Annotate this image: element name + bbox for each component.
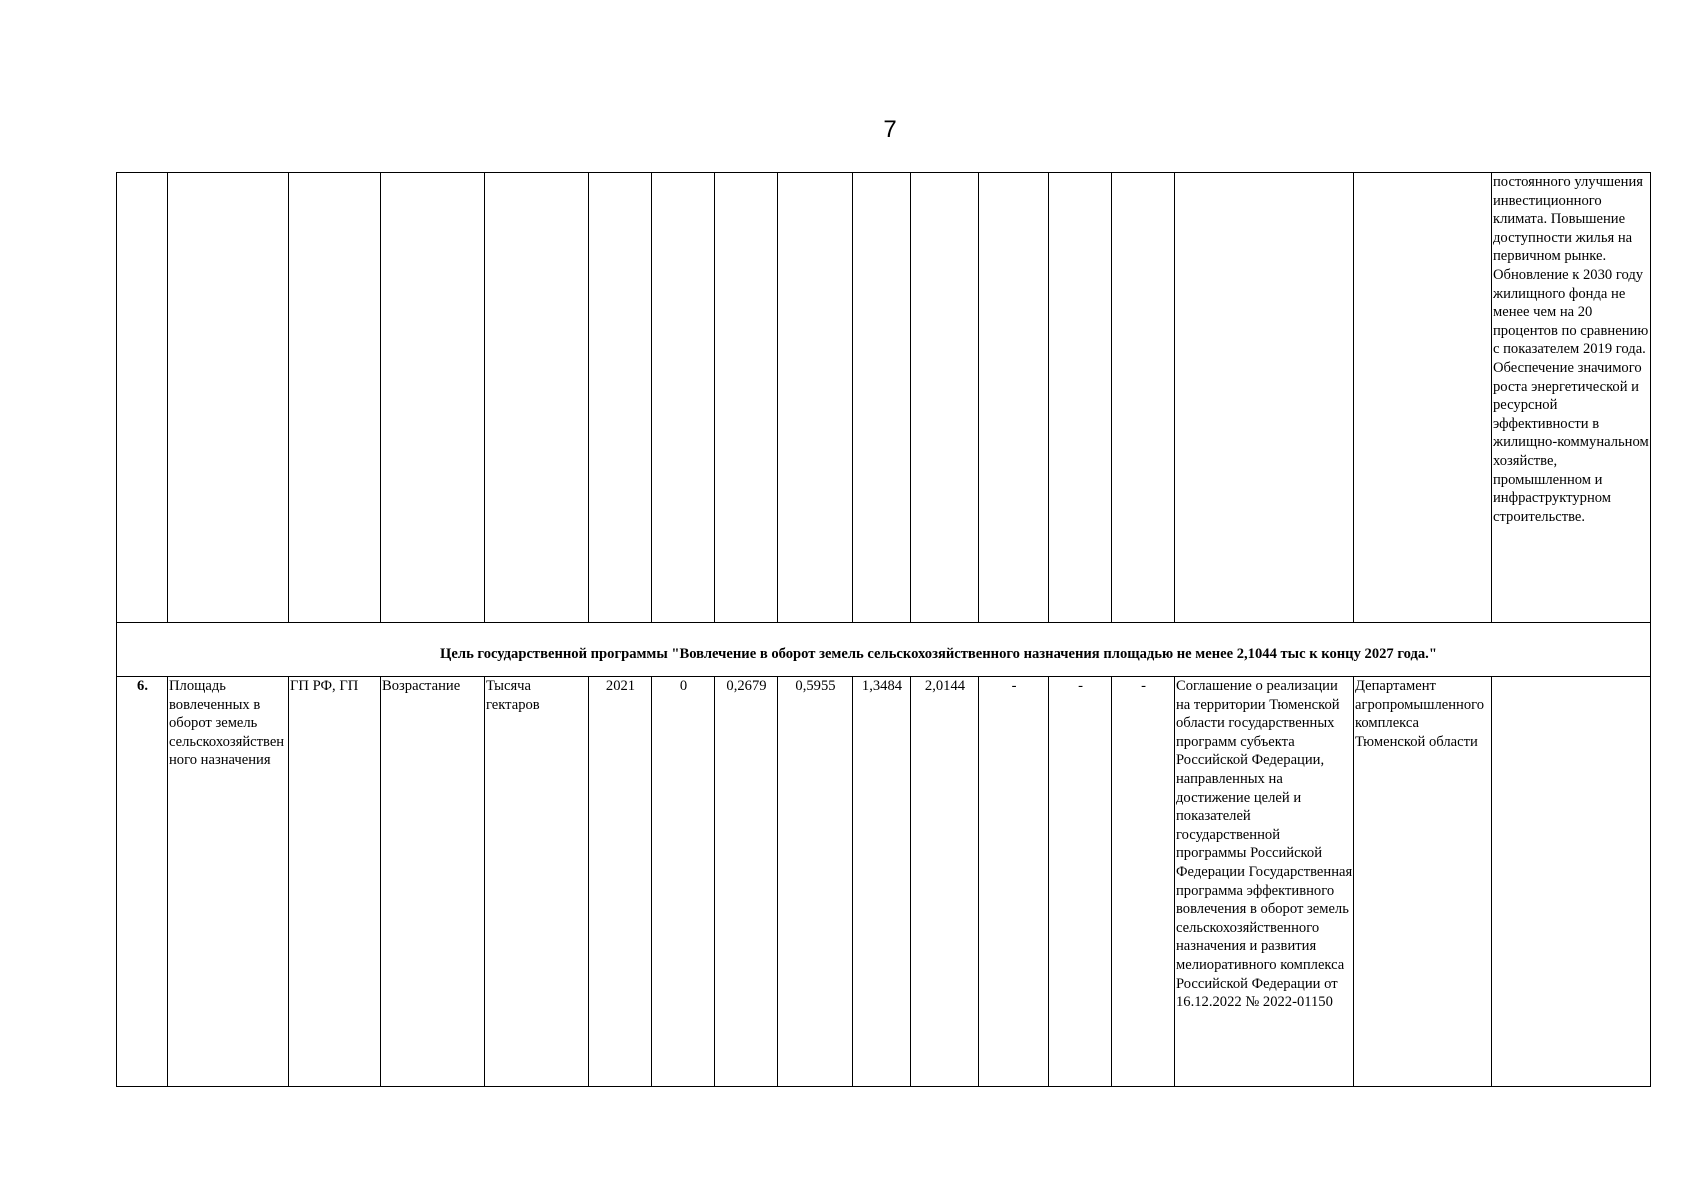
empty-cell [289, 173, 381, 623]
value-cell: 0,2679 [715, 677, 778, 1087]
value-cell: - [1112, 677, 1175, 1087]
empty-cell [589, 173, 652, 623]
empty-cell [1049, 173, 1112, 623]
row-number-cell: 6. [117, 677, 168, 1087]
empty-cell [652, 173, 715, 623]
empty-cell [911, 173, 979, 623]
indicator-name-cell: Площадь вовлеченных в оборот земель сельскохозяйственного назначения [168, 677, 289, 1087]
empty-cell [1175, 173, 1354, 623]
level-cell: ГП РФ, ГП [289, 677, 381, 1087]
empty-cell [117, 173, 168, 623]
value-cell: - [1049, 677, 1112, 1087]
value-cell: 2,0144 [911, 677, 979, 1087]
empty-cell [1112, 173, 1175, 623]
indicators-table [116, 172, 1651, 1087]
document-cell: Соглашение о реализации на территории Тюменской области государственных программ субъекта Российской Федерации, направленных на достижение целей и показателей государственной программы Российской Федерации Государственная программа эффективного вовлечения в оборот земель сельскохозяйственного назначения и развития мелиоративного комплекса Российской Федерации от 16.12.2022 № 2022-01150 [1175, 677, 1354, 1087]
indicator-row [117, 677, 1651, 1087]
value-cell: 0,5955 [778, 677, 853, 1087]
unit-cell: Тысяча гектаров [485, 677, 589, 1087]
empty-cell [168, 173, 289, 623]
value-cell: - [979, 677, 1049, 1087]
base-value-cell: 0 [652, 677, 715, 1087]
base-year-cell: 2021 [589, 677, 652, 1087]
empty-cell [715, 173, 778, 623]
empty-cell [381, 173, 485, 623]
continued-row [117, 173, 1651, 623]
responsible-cell: Департамент агропромышленного комплекса Тюменской области [1354, 677, 1492, 1087]
empty-cell [853, 173, 911, 623]
empty-cell [485, 173, 589, 623]
value-cell: 1,3484 [853, 677, 911, 1087]
goal-heading: Цель государственной программы "Вовлечение в оборот земель сельскохозяйственного назначения площадью не менее 2,1044 тыс к концу 2027 года." [440, 646, 1437, 662]
effects-cell [1492, 677, 1651, 1087]
empty-cell [979, 173, 1049, 623]
goal-row [117, 623, 1651, 677]
effects-cell: постоянного улучшения инвестиционного климата. Повышение доступности жилья на первичном рынке. Обновление к 2030 году жилищного фонда не менее чем на 20 процентов по сравнению с показателем 2019 года. Обеспечение значимого роста энергетической и ресурсной эффективности в жилищно-коммунальном хозяйстве, промышленном и инфраструктурном строительстве. [1492, 173, 1651, 623]
empty-cell [1354, 173, 1492, 623]
goal-heading-cell [117, 623, 1651, 677]
trend-cell: Возрастание [381, 677, 485, 1087]
empty-cell [778, 173, 853, 623]
page-number: 7 [883, 116, 897, 143]
